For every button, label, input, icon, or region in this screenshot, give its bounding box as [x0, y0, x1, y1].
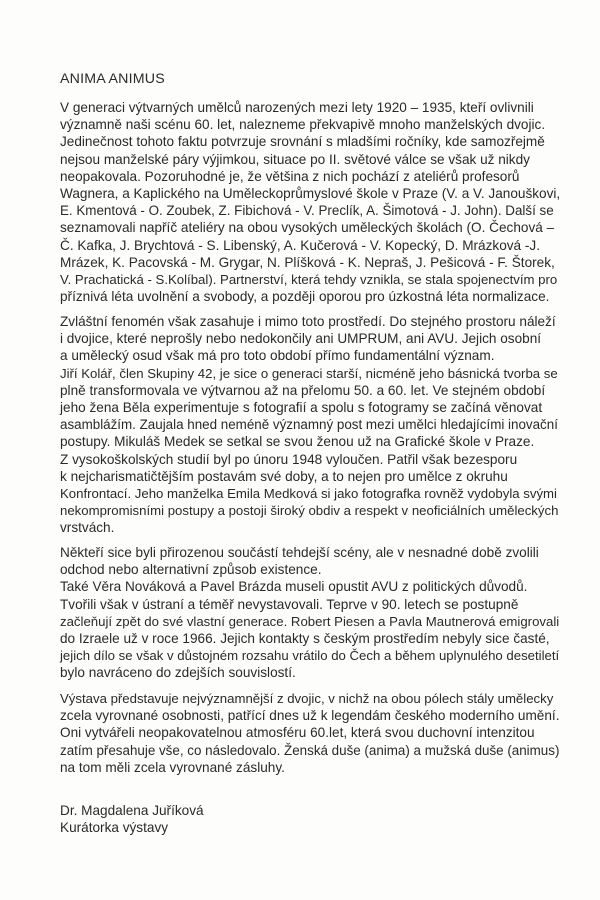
- text-line: Jiří Kolář, člen Skupiny 42, je sice o generaci starší, nicméně jeho básnická tvorba se: [60, 365, 558, 381]
- text-line: Tvořili však v ústraní a téměř nevystavovali. Teprve v 90. letech se postupně: [60, 596, 519, 612]
- text-line: plně transformovala ve výtvarnou až na přelomu 50. a 60. let. Ve stejném období: [60, 382, 546, 398]
- signature-name: Dr. Magdalena Juříková: [60, 803, 204, 818]
- text-line: Wagnera, a Kaplického na Uměleckoprůmyslové škole v Praze (V. a V. Janouškovi,: [60, 185, 561, 201]
- text-line: příznivá léta uvolnění a svobody, a později oporou pro úzkostná léta normalizace.: [60, 289, 550, 305]
- text-line: Č. Kafka, J. Brychtová - S. Libenský, A. Kučerová - V. Kopecký, D. Mrázková -J.: [60, 237, 540, 253]
- text-line: neopakovala. Pozoruhodné je, že většina z nich pochází z ateliérů profesorů: [60, 168, 520, 184]
- text-line: do Izraele už v roce 1966. Jejich kontakty s českým prostředím nebyly sice časté,: [60, 630, 550, 646]
- text-line: bylo navráceno do zdejších souvislostí.: [60, 665, 296, 681]
- text-line: E. Kmentová - O. Zoubek, Z. Fibichová - V. Preclík, A. Šimotová - J. John). Další se: [60, 203, 554, 219]
- signature-block: [60, 802, 204, 836]
- text-line: zatím přesahuje vše, co následovalo. Ženská duše (anima) a mužská duše (animus): [60, 742, 560, 758]
- paragraph-2: [60, 313, 560, 536]
- text-line: Konfrontací. Jeho manželka Emila Medková si jako fotografka rovněž vydobyla svými: [60, 485, 557, 501]
- text-line: i dvojice, které neprošly nebo nedokončily ani UMPRUM, ani AVU. Jejich osobní: [60, 331, 542, 347]
- text-line: Zvláštní fenomén však zasahuje i mimo toto prostředí. Do stejného prostoru náleží: [60, 314, 556, 329]
- text-line: jejich dílo se však v důstojném rozsahu vrátilo do Čech a během uplynulého desetiletí: [60, 648, 560, 664]
- text-line: Někteří sice byli přirozenou součástí tehdejší scény, ale v nesnadné době zvolili: [60, 545, 539, 560]
- text-line: Mrázek, K. Pacovská - M. Grygar, N. Plíšková - K. Nepraš, J. Pešicová - F. Štorek,: [60, 254, 555, 270]
- text-line: odchod nebo alternativní způsob existence.: [60, 562, 322, 578]
- text-line: k nejcharismatičtějším postavám své doby, a to nejen pro umělce z okruhu: [60, 468, 508, 484]
- text-line: významně naši scénu 60. let, nalezneme překvapivě mnoho manželských dvojic.: [60, 117, 546, 133]
- text-line: asamblážím. Zaujala hned neméně významný post mezi umělci hledajícími inovační: [60, 417, 558, 433]
- text-line: nejsou manželské páry výjimkou, situace po II. světové válce se však už nikdy: [60, 151, 530, 167]
- text-line: na tom měli zcela vyrovnané zásluhy.: [60, 759, 285, 775]
- text-line: Oni vytvářeli neopakovatelnou atmosféru 60.let, která svou duchovní intenzitou: [60, 725, 535, 741]
- text-line: seznamovali napříč ateliéry na obou vysokých uměleckých školách (O. Čechová –: [60, 220, 555, 236]
- text-line: zcela vyrovnané osobnosti, patřící dnes už k legendám českého moderního umění.: [60, 708, 560, 724]
- text-line: Také Věra Nováková a Pavel Brázda museli opustit AVU z politických důvodů.: [60, 579, 528, 595]
- text-line: jeho žena Běla experimentuje s fotografií a spolu s fotogramy se začíná věnovat: [60, 399, 543, 415]
- text-line: V generaci výtvarných umělců narozených mezi lety 1920 – 1935, kteří ovlivnili: [60, 100, 534, 115]
- text-line: Jedinečnost tohoto faktu potvrzuje srovnání s mladšími ročníky, kde samozřejmě: [60, 134, 545, 150]
- paragraph-4: [60, 690, 560, 776]
- text-line: V. Prachatická - S.Kolíbal). Partnerství, která tehdy vznikla, se stala spojenectvím pro: [60, 271, 558, 287]
- paragraph-1: [60, 99, 560, 305]
- document-title: ANIMA ANIMUS: [60, 71, 165, 87]
- text-line: postupy. Mikuláš Medek se setkal se svou ženou už na Grafické škole v Praze.: [60, 434, 535, 450]
- signature-role: Kurátorka výstavy: [60, 820, 169, 836]
- text-line: a umělecký osud však má pro toto období přímo fundamentální význam.: [60, 348, 495, 364]
- text-line: začleňují zpět do své vlastní generace. Robert Piesen a Pavla Mautnerová emigrovali: [60, 613, 560, 629]
- text-line: Výstava představuje nejvýznamnější z dvojic, v nichž na obou pólech stály umělecky: [60, 691, 554, 706]
- text-line: Z vysokoškolských studií byl po únoru 1948 vyloučen. Patřil však bezesporu: [60, 451, 518, 467]
- paragraph-3: [60, 544, 560, 682]
- text-line: vrstvách.: [60, 520, 115, 536]
- text-line: nekompromisními postupy a postoji široký obdiv a respekt v neoficiálních uměleckých: [60, 503, 559, 519]
